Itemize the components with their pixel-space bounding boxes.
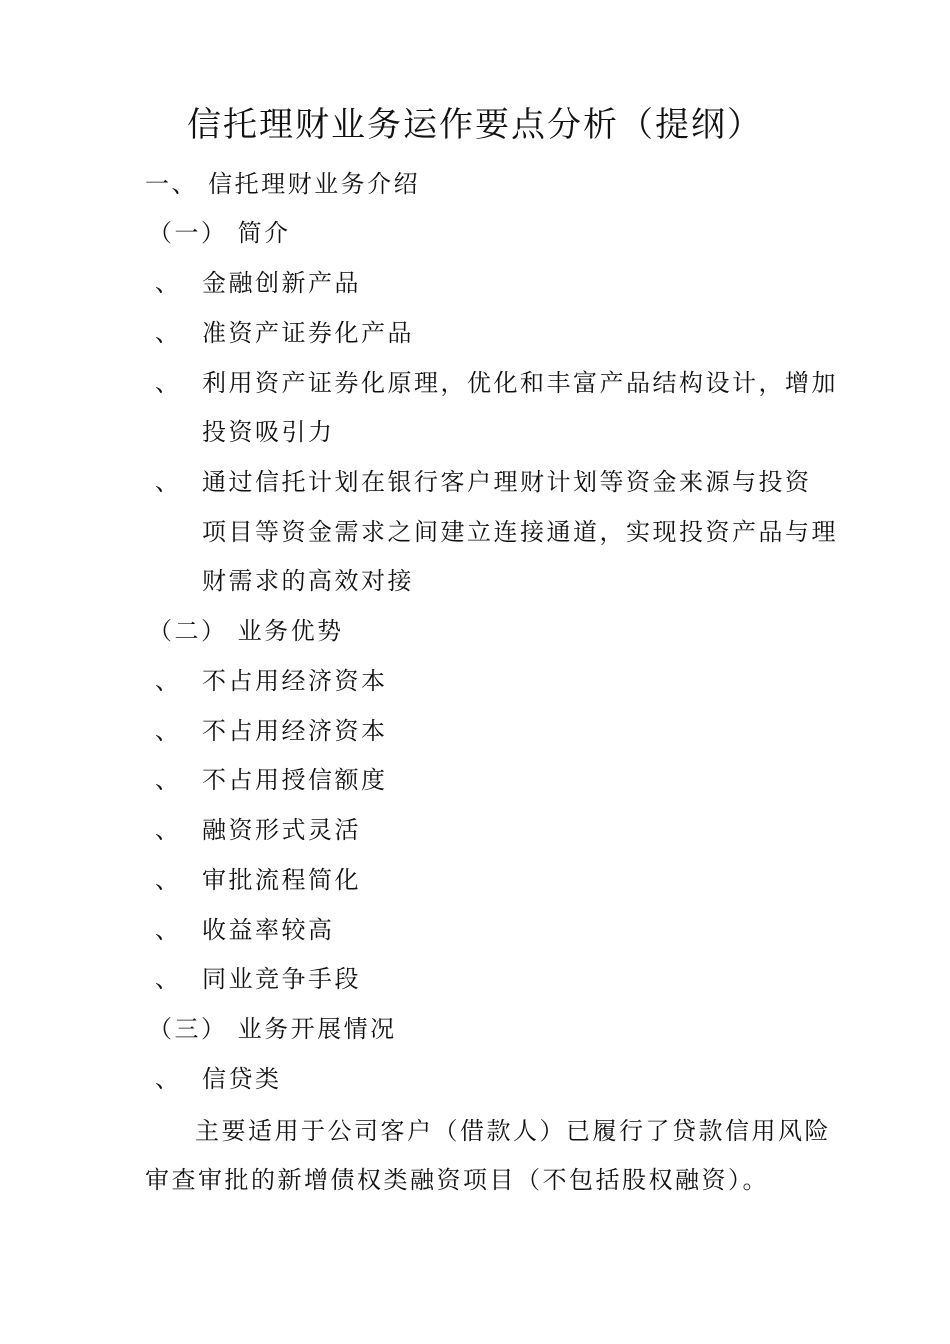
list-item-text: 准资产证券化产品 xyxy=(202,319,414,347)
list-item-text: 通过信托计划在银行客户理财计划等资金来源与投资 xyxy=(202,468,812,496)
list-item-text: 收益率较高 xyxy=(202,916,335,944)
bullet-mark: 、 xyxy=(155,766,182,794)
list-item-text: 金融创新产品 xyxy=(202,269,361,297)
bullet-mark: 、 xyxy=(155,269,182,297)
subsection-heading: （二） 业务优势 xyxy=(148,617,344,645)
subsection-heading: （一） 简介 xyxy=(148,219,291,247)
bullet-mark: 、 xyxy=(155,916,182,944)
bullet-mark: 、 xyxy=(155,667,182,695)
list-item-text: 同业竞争手段 xyxy=(202,965,361,993)
list-item-text: 投资吸引力 xyxy=(202,418,335,446)
list-item-text: 审批流程简化 xyxy=(202,866,361,894)
paragraph-line: 审查审批的新增债权类融资项目（不包括股权融资）。 xyxy=(145,1166,769,1194)
list-item-text: 不占用经济资本 xyxy=(202,667,388,695)
subsection-heading: （三） 业务开展情况 xyxy=(148,1015,397,1043)
bullet-mark: 、 xyxy=(155,717,182,745)
list-item-text: 不占用经济资本 xyxy=(202,717,388,745)
list-item-text: 利用资产证券化原理，优化和丰富产品结构设计，增加 xyxy=(202,369,838,397)
list-item-text: 融资形式灵活 xyxy=(202,816,361,844)
section-heading: 一、 信托理财业务介绍 xyxy=(145,170,421,198)
bullet-mark: 、 xyxy=(155,965,182,993)
bullet-mark: 、 xyxy=(155,468,182,496)
bullet-mark: 、 xyxy=(155,369,182,397)
list-item-text: 项目等资金需求之间建立连接通道，实现投资产品与理 xyxy=(202,518,838,546)
list-item-text: 信贷类 xyxy=(202,1065,282,1093)
paragraph-line: 主要适用于公司客户（借款人）已履行了贷款信用风险 xyxy=(195,1117,831,1145)
document-title: 信托理财业务运作要点分析（提纲） xyxy=(187,105,763,145)
bullet-mark: 、 xyxy=(155,319,182,347)
bullet-mark: 、 xyxy=(155,866,182,894)
bullet-mark: 、 xyxy=(155,1065,182,1093)
list-item-text: 财需求的高效对接 xyxy=(202,567,414,595)
bullet-mark: 、 xyxy=(155,816,182,844)
list-item-text: 不占用授信额度 xyxy=(202,766,388,794)
